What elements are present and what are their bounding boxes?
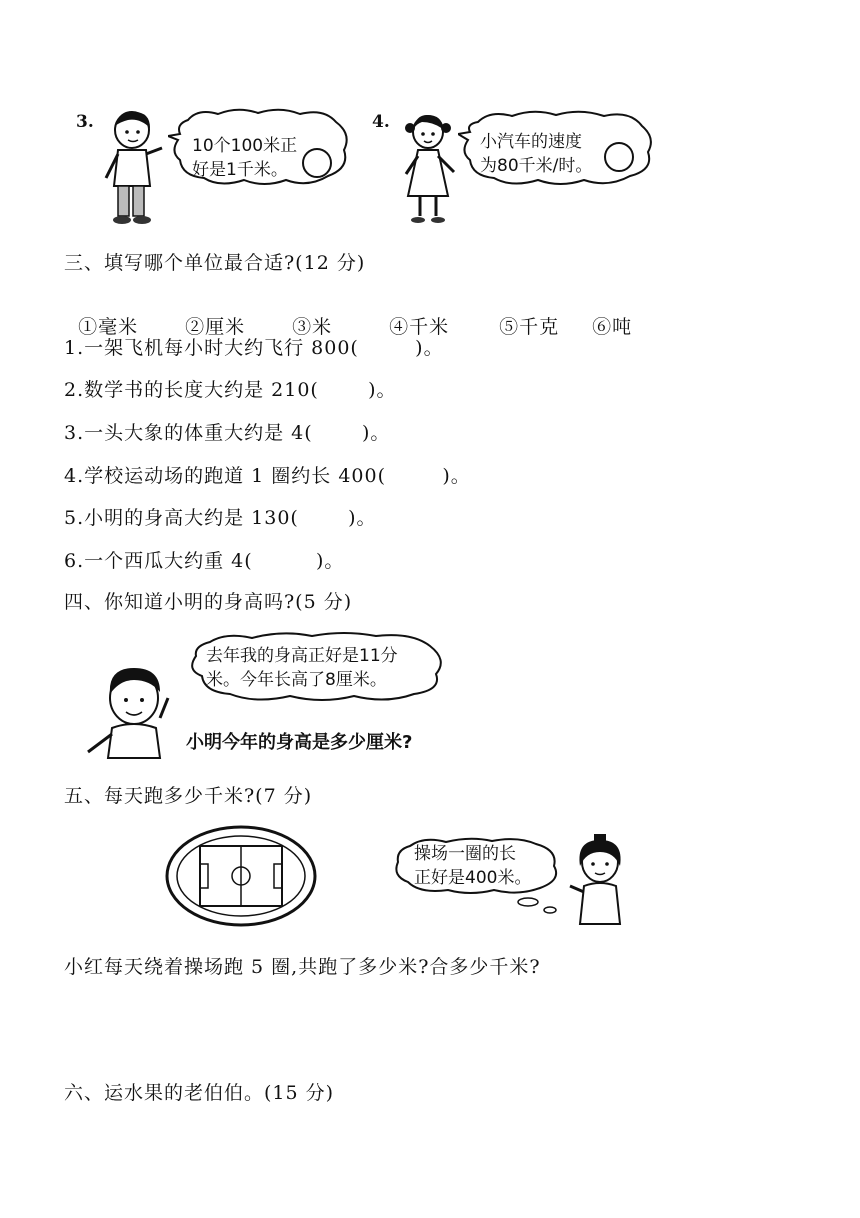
- section-4-title: 四、你知道小明的身高吗?(5 分): [64, 591, 353, 613]
- fill-item-3[interactable]: 3.一头大象的体重大约是 4( )。: [64, 422, 391, 444]
- bubble-text: 去年我的身高正好是11分 米。今年长高了8厘米。: [206, 646, 398, 690]
- bubble-text: 操场一圈的长 正好是400米。: [414, 844, 532, 888]
- question-number: 3.: [76, 112, 94, 132]
- xiaohong-figure: [566, 832, 630, 928]
- unit-option: ④千米: [389, 316, 450, 338]
- section-5-question: 小红每天绕着操场跑 5 圈,共跑了多少米?合多少千米?: [64, 956, 541, 978]
- girl-figure: [398, 110, 460, 228]
- section-4-illustration: [84, 630, 464, 762]
- bubble-text: 10个100米正 好是1千米。: [192, 136, 298, 180]
- section-3-title: 三、填写哪个单位最合适?(12 分): [64, 252, 366, 274]
- answer-circle[interactable]: [604, 142, 634, 172]
- question-number: 4.: [372, 112, 390, 132]
- question-3-illustration: [70, 100, 360, 230]
- question-4-illustration: [366, 100, 666, 230]
- unit-option: ③米: [292, 316, 333, 338]
- boy-figure: [100, 108, 170, 228]
- section-6-title: 六、运水果的老伯伯。(15 分): [64, 1082, 335, 1104]
- question-text: 小明今年的身高是多少厘米?: [186, 732, 413, 753]
- fill-item-5[interactable]: 5.小明的身高大约是 130( )。: [64, 507, 377, 529]
- fill-item-2[interactable]: 2.数学书的长度大约是 210( )。: [64, 379, 397, 401]
- fill-item-4[interactable]: 4.学校运动场的跑道 1 圈约长 400( )。: [64, 465, 471, 487]
- fill-item-1[interactable]: 1.一架飞机每小时大约飞行 800( )。: [64, 337, 444, 359]
- sports-field-icon: [164, 824, 318, 928]
- fill-item-6[interactable]: 6.一个西瓜大约重 4( )。: [64, 550, 345, 572]
- unit-option: ⑤千克: [499, 316, 560, 338]
- unit-option: ①毫米: [78, 316, 139, 338]
- xiaoming-figure: [84, 658, 180, 760]
- unit-option: ⑥吨: [592, 316, 633, 338]
- answer-circle[interactable]: [302, 148, 332, 178]
- unit-option: ②厘米: [185, 316, 246, 338]
- unit-options: [64, 290, 632, 339]
- bubble-text: 小汽车的速度 为80千米/时。: [480, 132, 593, 176]
- section-5-title: 五、每天跑多少千米?(7 分): [64, 785, 313, 807]
